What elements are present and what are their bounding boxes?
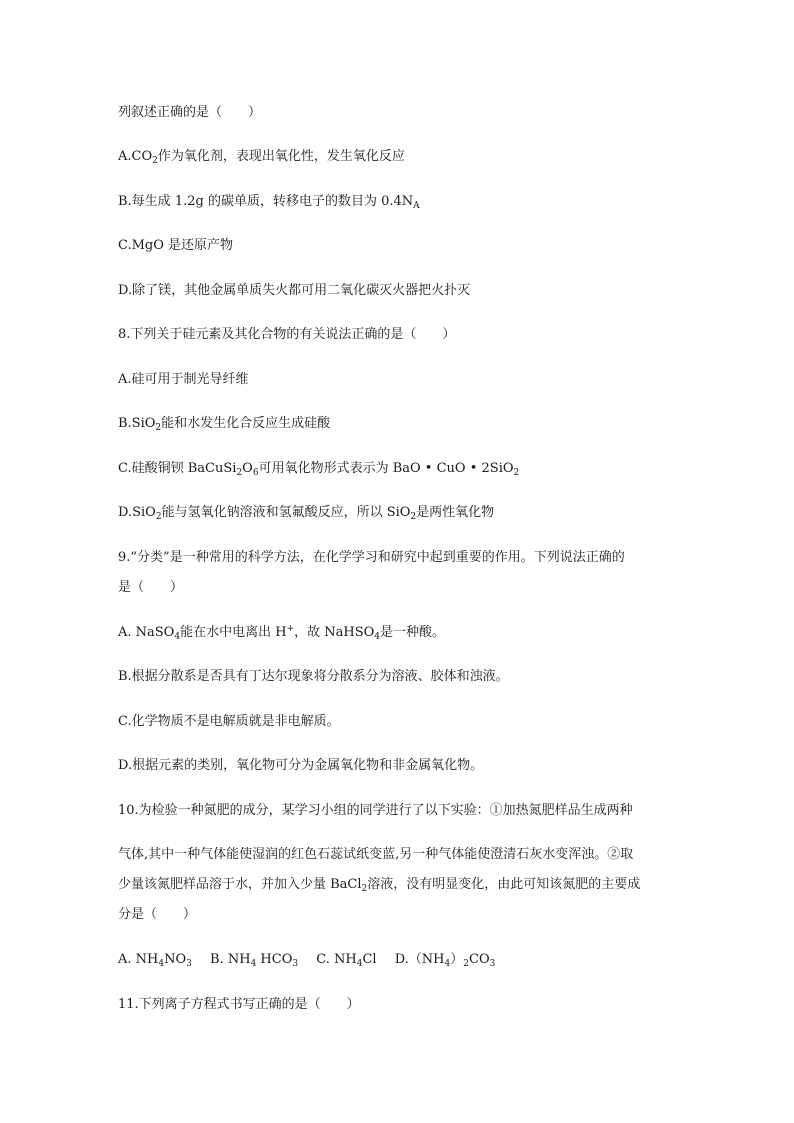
q8-stem: 8.下列关于硅元素及其化合物的有关说法正确的是（ ）	[118, 327, 456, 342]
q7-option-b: B.每生成 1.2g 的碳单质，转移电子的数目为 $0.4N_A$	[118, 194, 420, 211]
q10-option-a: A. $NH_4NO_3$	[118, 952, 192, 969]
q9-stem-line1: 9.“分类”是一种常用的科学方法，在化学学习和研究中起到重要的作用。下列说法正确的	[118, 550, 625, 565]
q9-stem-line2: 是（ ）	[118, 580, 184, 595]
q10-stem-line1: 10.为检验一种氮肥的成分，某学习小组的同学进行了以下实验：①加热氮肥样品生成两种	[118, 803, 633, 818]
q7-option-c: C.MgO 是还原产物	[118, 238, 234, 253]
q10-option-c: C. $NH_4Cl$	[316, 952, 377, 969]
q10-option-b: B. $NH_4$ $HCO_3$	[210, 952, 299, 969]
q9-option-a: A. NaSO$_4$能在水中电离出 H+，故 NaHSO$_4$是一种酸。	[118, 624, 446, 642]
q7-stem-tail: 列叙述正确的是（ ）	[118, 105, 262, 120]
q8-option-b: B.SiO$_2$能和水发生化合反应生成硅酸	[118, 416, 331, 433]
q8-option-c: C.硅酸铜钡 $BaCuSi_2O_6$可用氧化物形式表示为 BaO • CuO • 2SiO$_2$	[118, 461, 520, 478]
q10-stem-line4: 分是（ ）	[118, 907, 197, 922]
q10-option-d: $D.(NH_4)_2CO_3$	[394, 952, 496, 969]
q7-option-d: D.除了镁，其他金属单质失火都可用二氧化碳灭火器把火扑灭	[118, 283, 471, 298]
q9-option-d: D.根据元素的类别，氧化物可分为金属氧化物和非金属氧化物。	[118, 758, 484, 773]
q8-option-a: A.硅可用于制光导纤维	[118, 372, 249, 387]
q11-stem: 11.下列离子方程式书写正确的是（ ）	[118, 997, 360, 1012]
q9-option-b: B.根据分散系是否具有丁达尔现象将分散系分为溶液、胶体和浊液。	[118, 669, 509, 684]
q10-stem-line3: 少量该氮肥样品溶于水，并加入少量 BaCl$_2$溶液，没有明显变化，由此可知该氮肥的主要成	[118, 877, 641, 894]
q10-stem-line2: 气体,其中一种气体能使湿润的红色石蕊试纸变蓝,另一种气体能使澄清石灰水变浑浊。②取	[118, 847, 634, 862]
q10-options	[118, 951, 495, 969]
q7-option-a: $A.CO_2$作为氧化剂，表现出氧化性，发生氧化反应	[118, 149, 405, 166]
q9-option-c: C.化学物质不是电解质就是非电解质。	[118, 714, 340, 729]
q8-option-d: D.SiO$_2$能与氢氧化钠溶液和氢氟酸反应，所以 SiO$_2$是两性氧化物	[118, 505, 495, 522]
